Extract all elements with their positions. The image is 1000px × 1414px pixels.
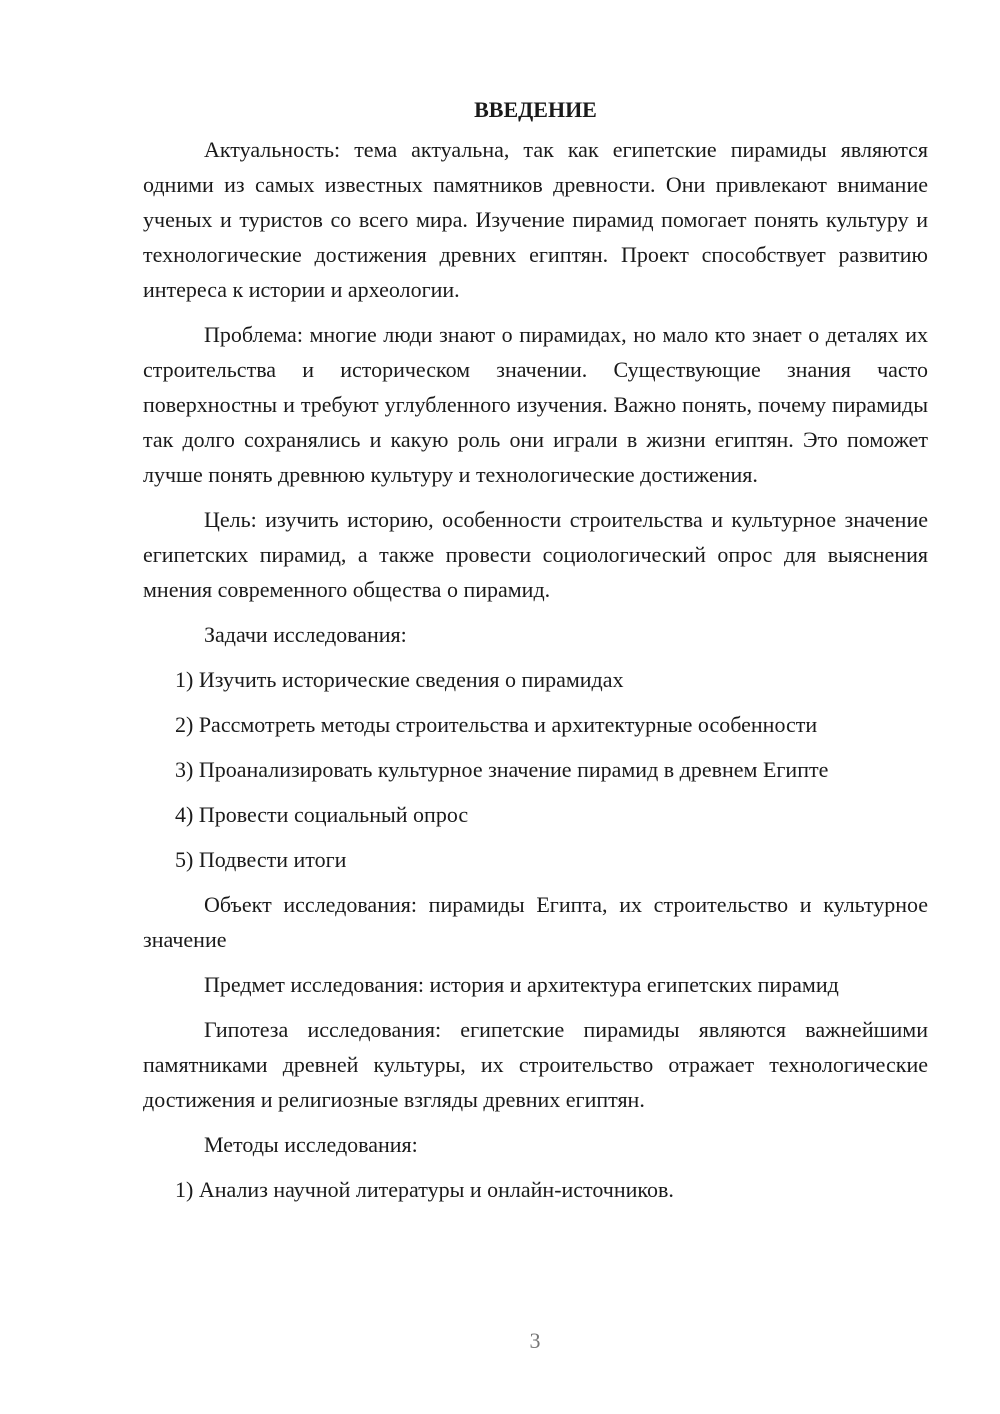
section-heading: ВВЕДЕНИЕ (474, 97, 597, 122)
task-item-5: 5) Подвести итоги (175, 847, 347, 872)
methods-heading: Методы исследования: (204, 1132, 418, 1157)
goal-paragraph: Цель: изучить историю, особенности строительства и культурное значение египетских пирамид, а также провести социологический опрос для выяснения мнения современного общества о пирамид. (143, 507, 928, 602)
tasks-heading: Задачи исследования: (204, 622, 407, 647)
task-item-4: 4) Провести социальный опрос (175, 802, 469, 827)
method-item-1: 1) Анализ научной литературы и онлайн-источников. (175, 1177, 674, 1202)
relevance-paragraph: Актуальность: тема актуальна, так как египетские пирамиды являются одними из самых известных памятников древности. Они привлекают внимание ученых и туристов со всего мира. Изучение пирамид помогает понять культуру и технологические достижения древних египтян. Проект способствует развитию интереса к истории и археологии. (143, 137, 928, 302)
page-number: 3 (529, 1328, 541, 1353)
document-page (143, 92, 928, 1217)
problem-paragraph: Проблема: многие люди знают о пирамидах, но мало кто знает о деталях их строительства и историческом значении. Существующие знания часто поверхностны и требуют углубленного изучения. Важно понять, почему пирамиды так долго сохранялись и какую роль они играли в жизни египтян. Это поможет лучше понять древнюю культуру и технологические достижения. (143, 322, 928, 487)
hypothesis-paragraph: Гипотеза исследования: египетские пирамиды являются важнейшими памятниками древней культуры, их строительство отражает технологические достижения и религиозные взгляды древних египтян. (143, 1017, 928, 1112)
object-paragraph: Объект исследования: пирамиды Египта, их строительство и культурное значение (143, 892, 928, 952)
task-item-3: 3) Проанализировать культурное значение пирамид в древнем Египте (175, 757, 829, 782)
task-item-2: 2) Рассмотреть методы строительства и архитектурные особенности (175, 712, 818, 737)
task-item-1: 1) Изучить исторические сведения о пирамидах (175, 667, 624, 692)
subject-paragraph: Предмет исследования: история и архитектура египетских пирамид (204, 972, 839, 997)
